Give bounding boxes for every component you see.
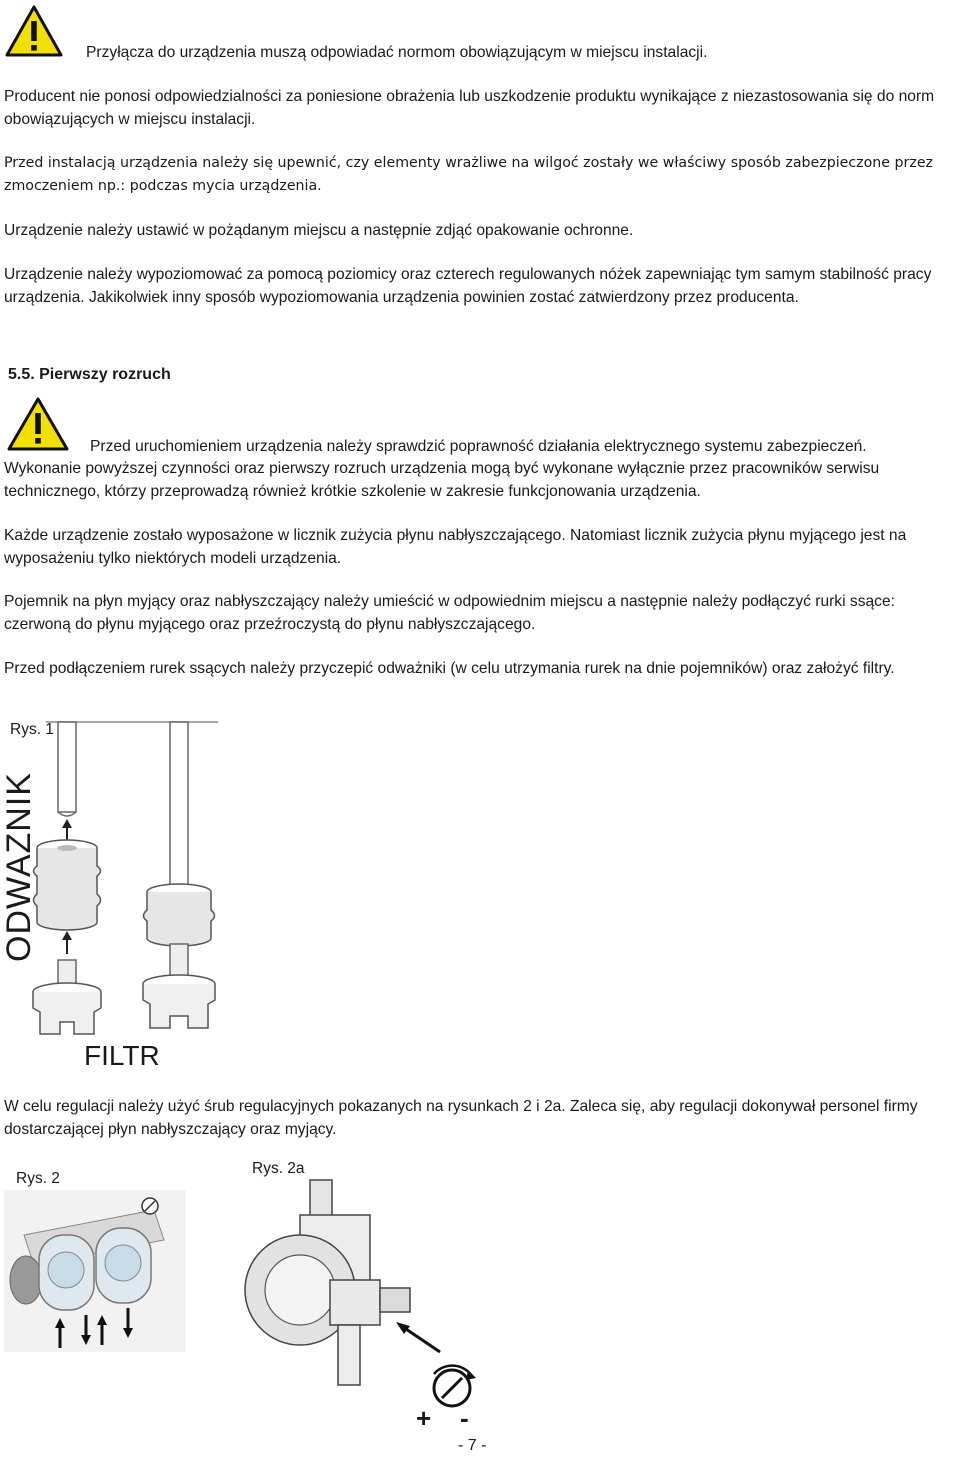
paragraph-containers: Pojemnik na płyn myjący oraz nabłyszczający należy umieścić w odpowiednim miejscu a następnie należy podłączyć rurki ssące: czerwoną do płynu myjącego oraz przeźroczystą do płynu nabłyszczającego. <box>4 593 895 633</box>
paragraph-weights: Przed podłączeniem rurek ssących należy przyczepić odważniki (w celu utrzymania rurek na dnie pojemników) oraz założyć filtry. <box>4 660 895 677</box>
paragraph-liability: Producent nie ponosi odpowiedzialności za poniesione obrażenia lub uszkodzenie produktu wynikające z niezastosowania się do norm obowiązujących w miejscu instalacji. <box>4 88 935 128</box>
paragraph-leveling: Urządzenie należy wypoziomować za pomocą poziomicy oraz czterech regulowanych nóżek zapewniając tym samym stabilność pracy urządzenia. Jakikolwiek inny sposób wypoziomowania urządzenia powinien zostać zatwierdzony przez producenta. <box>4 266 932 306</box>
warning-icon <box>6 396 70 452</box>
page-number: - 7 - <box>458 1437 487 1454</box>
figure-2-label: Rys. 2 <box>16 1170 60 1187</box>
plus-sign: + <box>416 1403 432 1433</box>
paragraph-placement: Urządzenie należy ustawić w pożądanym miejscu a następnie zdjąć opakowanie ochronne. <box>4 222 634 239</box>
minus-sign: - <box>460 1403 469 1433</box>
screwdriver-adjust-icon <box>424 1360 480 1416</box>
warning-icon <box>4 4 64 58</box>
paragraph-moisture: Przed instalacją urządzenia należy się upewnić, czy elementy wrażliwe na wilgoć zostały we właściwy sposób zabezpieczone przez zmoczeniem np.: podczas mycia urządzenia. <box>4 155 933 194</box>
section-heading: 5.5. Pierwszy rozruch <box>8 366 171 383</box>
filter-label: FILTR <box>84 1040 160 1071</box>
figure-2-pumps-drawing <box>4 1190 186 1352</box>
warning-text-startup: Przed uruchomieniem urządzenia należy sprawdzić poprawność działania elektrycznego systemu zabezpieczeń. <box>90 438 867 455</box>
paragraph-counters: Każde urządzenie zostało wyposażone w licznik zużycia płynu nabłyszczającego. Natomiast licznik zużycia płynu myjącego jest na wyposażeniu tylko niektórych modeli urządzenia. <box>4 527 907 567</box>
weight-label-vertical: ODWAZNIK <box>0 772 38 962</box>
figure-2a-label: Rys. 2a <box>252 1160 305 1177</box>
warning-text-connections: Przyłącza do urządzenia muszą odpowiadać normom obowiązującym w miejscu instalacji. <box>86 44 708 61</box>
paragraph-service: Wykonanie powyższej czynności oraz pierwszy rozruch urządzenia mogą być wykonane wyłącznie przez pracowników serwisu technicznego, którzy przeprowadzą również krótkie szkolenie w zakresie funkcjonowania urządzenia. <box>4 460 880 500</box>
figure-1-label: Rys. 1 <box>10 721 54 738</box>
paragraph-adjustment: W celu regulacji należy użyć śrub regulacyjnych pokazanych na rysunkach 2 i 2a. Zaleca się, aby regulacji dokonywał personel firmy dostarczającej płyn nabłyszczający oraz myjący. <box>4 1098 918 1138</box>
